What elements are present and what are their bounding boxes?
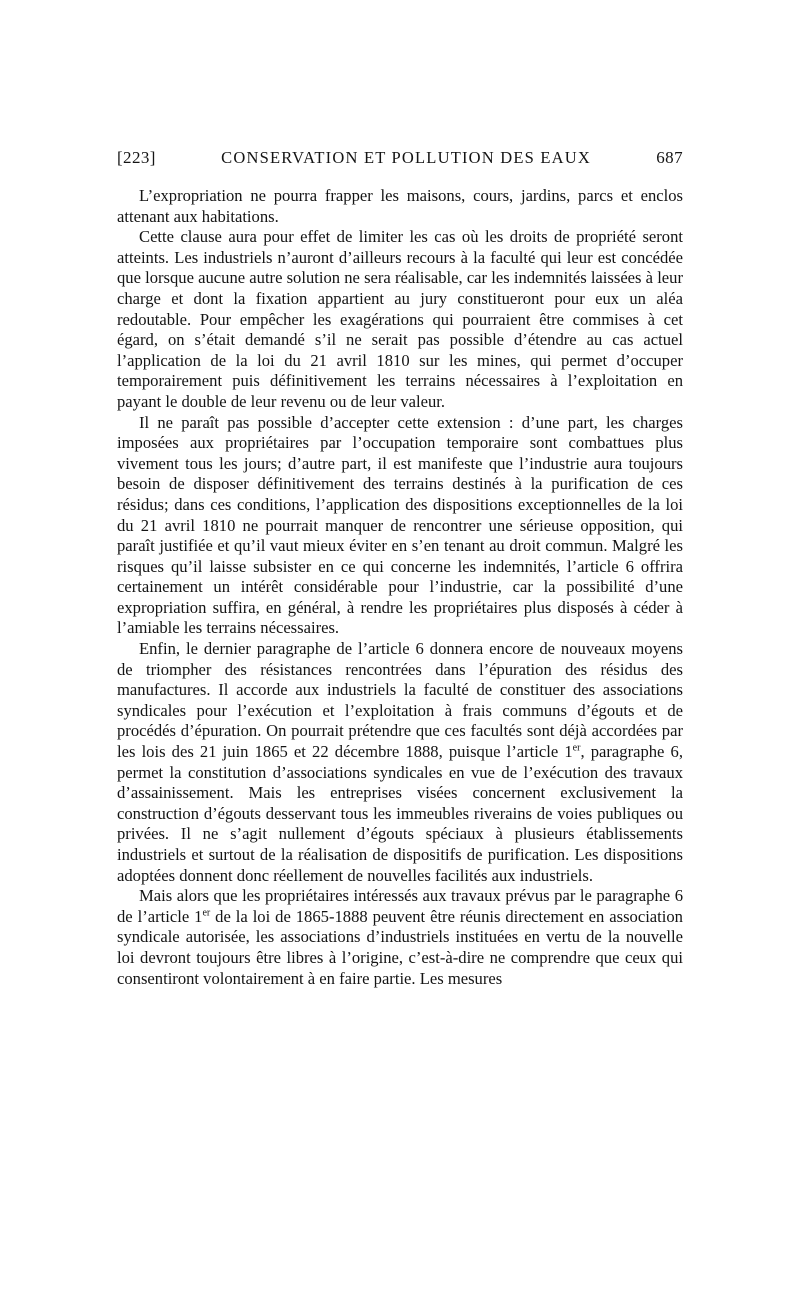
running-title: CONSERVATION ET POLLUTION DES EAUX bbox=[221, 148, 591, 167]
section-number: [223] bbox=[117, 148, 156, 167]
paragraph-4: Enfin, le dernier paragraphe de l’article 6 donnera encore de nouveaux moyens de triompher des résistances rencontrées dans l’épuration des résidus des manufactures. Il accorde aux industriels la faculté de constituer des associations syndicales pour l’exécution et l’exploitation à frais communs d’égouts et de procédés d’épuration. On pourrait prétendre que ces facultés sont déjà accordées par les lois des 21 juin 1865 et 22 décembre 1888, puisque l’article 1er, paragraphe 6, permet la constitution d’associations syndicales en vue de l’exécution des travaux d’assainissement. Mais les entreprises visées concernent exclusivement la construction d’égouts desservant tous les immeubles riverains de voies publiques ou privées. Il ne s’agit nullement d’égouts spéciaux à plusieurs établissements industriels et surtout de la réalisation de dispositifs de purification. Les dispositions adoptées donnent donc réellement de nouvelles facilités aux industriels. bbox=[117, 639, 684, 885]
page-number: 687 bbox=[656, 148, 683, 167]
paragraph-2: Cette clause aura pour effet de limiter les cas où les droits de propriété seront atteints. Les industriels n’auront d’ailleurs recours à la faculté qui leur est concédée que lorsque aucune autre solution ne sera réalisable, car les indemnités laissées à leur charge et dont la fixation appartient au jury constitueront pour eux un aléa redoutable. Pour empêcher les exagérations qui pourraient être commises à cet égard, on s’était demandé s’il ne serait pas possible d’étendre au cas actuel l’application de la loi du 21 avril 1810 sur les mines, qui permet d’occuper temporairement puis définitivement les terrains nécessaires à l’exploitation en payant le double de leur revenu ou de leur valeur. bbox=[117, 227, 683, 411]
running-header bbox=[117, 148, 683, 174]
body-text bbox=[117, 186, 683, 989]
book-page bbox=[117, 148, 683, 989]
paragraph-3: Il ne paraît pas possible d’accepter cette extension : d’une part, les charges imposées aux propriétaires par l’occupation temporaire sont combattues plus vivement tous les jours; d’autre part, il est manifeste que l’industrie aura toujours besoin de disposer définitivement des terrains destinés à la purification de ces résidus; dans ces conditions, l’application des dispositions exceptionnelles de la loi du 21 avril 1810 ne pourrait manquer de rencontrer une sérieuse opposition, qui paraît justifiée et qu’il vaut mieux éviter en s’en tenant au droit commun. Malgré les risques qu’il laisse subsister en ce qui concerne les indemnités, l’article 6 offrira certainement un intérêt considérable pour l’industrie, car la possibilité d’une expropriation suffira, en général, à rendre les propriétaires plus disposés à céder à l’amiable les terrains nécessaires. bbox=[117, 412, 683, 638]
paragraph-5: Mais alors que les propriétaires intéressés aux travaux prévus par le paragraphe 6 de l’article 1er de la loi de 1865-1888 peuvent être réunis directement en association syndicale autorisée, les associations d’industriels instituées en vertu de la nouvelle loi devront toujours être libres à l’origine, c’est-à-dire ne comprendre que ceux qui consentiront volontairement à en faire partie. Les mesures bbox=[117, 886, 683, 988]
paragraph-1: L’expropriation ne pourra frapper les maisons, cours, jardins, parcs et enclos attenant aux habitations. bbox=[117, 186, 683, 226]
